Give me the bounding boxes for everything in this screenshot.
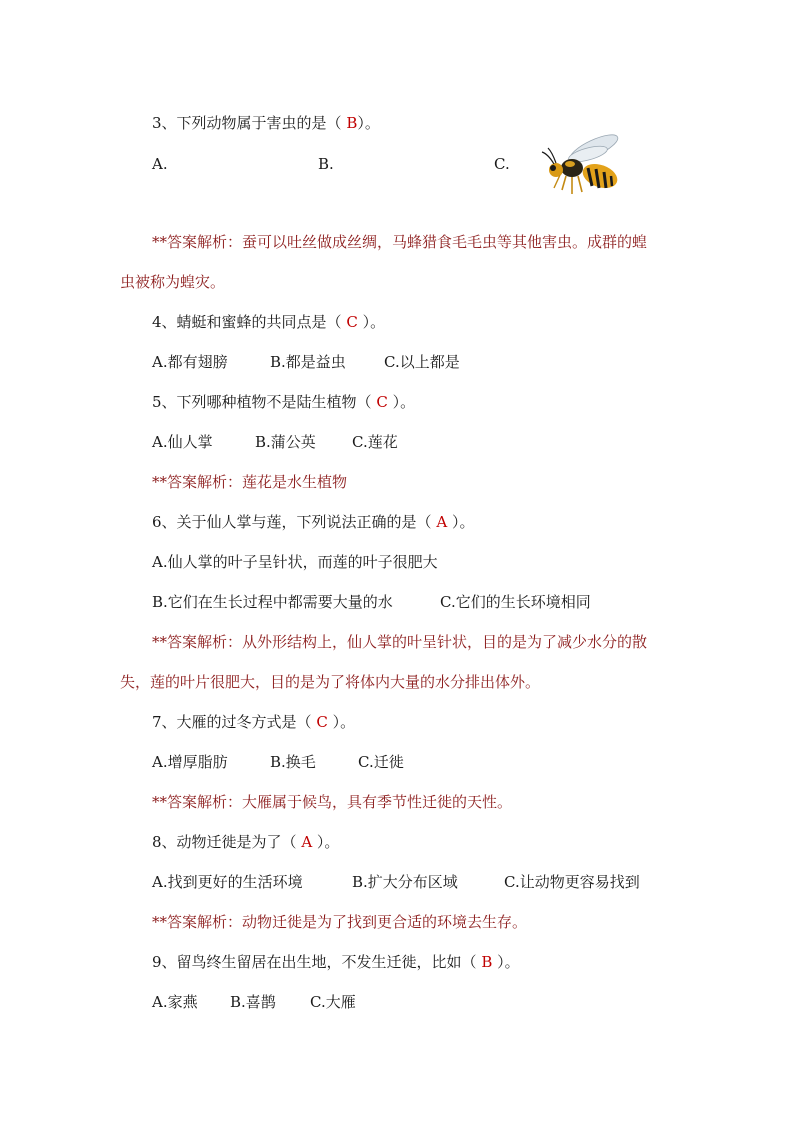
question-7-option-a: A.增厚脂肪 [152, 753, 228, 771]
question-6-option-b: B.它们在生长过程中都需要大量的水 [152, 593, 393, 611]
question-6-answer: A [436, 513, 448, 531]
explanation-7 [152, 792, 512, 812]
question-7-answer: C [316, 713, 328, 731]
question-7-text-end: ）。 [327, 713, 356, 731]
explanation-3-line-2: 虫被称为蝗灾。 [120, 273, 226, 291]
question-5-text-end: ）。 [387, 393, 416, 411]
question-5-answer: C [376, 393, 388, 411]
question-3-text: 3、下列动物属于害虫的是（ [152, 114, 347, 132]
question-5-option-c: C.莲花 [352, 433, 398, 451]
question-8-stem [152, 832, 339, 852]
explanation-6-text: 从外形结构上，仙人掌的叶呈针状，目的是为了减少水分的散 [242, 633, 648, 651]
question-5-option-b: B.蒲公英 [255, 433, 316, 451]
explanation-5-text: 莲花是水生植物 [242, 473, 348, 491]
question-4-option-a: A.都有翅膀 [152, 353, 228, 371]
explanation-prefix: **答案解析： [152, 233, 243, 251]
question-5-stem [152, 392, 415, 412]
question-3-answer: B [346, 114, 358, 132]
question-8-option-a: A.找到更好的生活环境 [152, 873, 303, 891]
explanation-prefix: **答案解析： [152, 913, 243, 931]
wasp-image [536, 130, 624, 202]
question-9-option-c: C.大雁 [310, 993, 356, 1011]
question-9-option-a: A.家燕 [152, 993, 198, 1011]
question-6-option-a: A.仙人掌的叶子呈针状，而莲的叶子很肥大 [152, 553, 438, 571]
explanation-prefix: **答案解析： [152, 473, 243, 491]
explanation-7-text: 大雁属于候鸟，具有季节性迁徙的天性。 [242, 793, 513, 811]
question-7-option-c: C.迁徙 [358, 753, 404, 771]
explanation-prefix: **答案解析： [152, 793, 243, 811]
question-3-text-end: ）。 [357, 114, 380, 132]
question-7-option-b: B.换毛 [270, 753, 316, 771]
question-9-text-end: ）。 [492, 953, 520, 971]
explanation-6-line-2: 失，莲的叶片很肥大，目的是为了将体内大量的水分排出体外。 [120, 673, 541, 691]
question-4-stem [152, 312, 385, 332]
question-9-stem [152, 952, 520, 972]
question-5-option-a: A.仙人掌 [152, 433, 213, 451]
explanation-6-line-1 [152, 632, 647, 652]
explanation-3-text: 蚕可以吐丝做成丝绸，马蜂猎食毛毛虫等其他害虫。成群的蝗 [242, 233, 648, 251]
question-6-text: 6、关于仙人掌与莲，下列说法正确的是（ [152, 513, 437, 531]
question-3-stem [152, 113, 380, 133]
question-5-text: 5、下列哪种植物不是陆生植物（ [152, 393, 377, 411]
question-4-answer: C [346, 313, 358, 331]
question-9-option-b: B.喜鹊 [230, 993, 276, 1011]
question-4-text-end: ）。 [357, 313, 386, 331]
question-4-option-b: B.都是益虫 [270, 353, 346, 371]
question-6-text-end: ）。 [447, 513, 475, 531]
explanation-prefix: **答案解析： [152, 633, 243, 651]
question-8-option-b: B.扩大分布区域 [352, 873, 458, 891]
explanation-3-line-1 [152, 232, 647, 252]
question-6-stem [152, 512, 474, 532]
question-8-text-end: ）。 [312, 833, 340, 851]
question-4-text: 4、蜻蜓和蜜蜂的共同点是（ [152, 313, 347, 331]
question-8-answer: A [301, 833, 313, 851]
question-3-option-b: B. [318, 155, 334, 173]
explanation-8 [152, 912, 527, 932]
question-7-text: 7、大雁的过冬方式是（ [152, 713, 317, 731]
question-7-stem [152, 712, 355, 732]
question-6-option-c: C.它们的生长环境相同 [440, 593, 591, 611]
explanation-8-text: 动物迁徙是为了找到更合适的环境去生存。 [242, 913, 528, 931]
question-9-answer: B [481, 953, 493, 971]
question-3-option-a: A. [152, 155, 168, 173]
explanation-5 [152, 472, 347, 492]
question-3-option-c: C. [494, 155, 510, 173]
question-9-text: 9、留鸟终生留居在出生地，不发生迁徙，比如（ [152, 953, 482, 971]
question-4-option-c: C.以上都是 [384, 353, 460, 371]
question-8-text: 8、动物迁徙是为了（ [152, 833, 302, 851]
question-8-option-c: C.让动物更容易找到 [504, 873, 640, 891]
